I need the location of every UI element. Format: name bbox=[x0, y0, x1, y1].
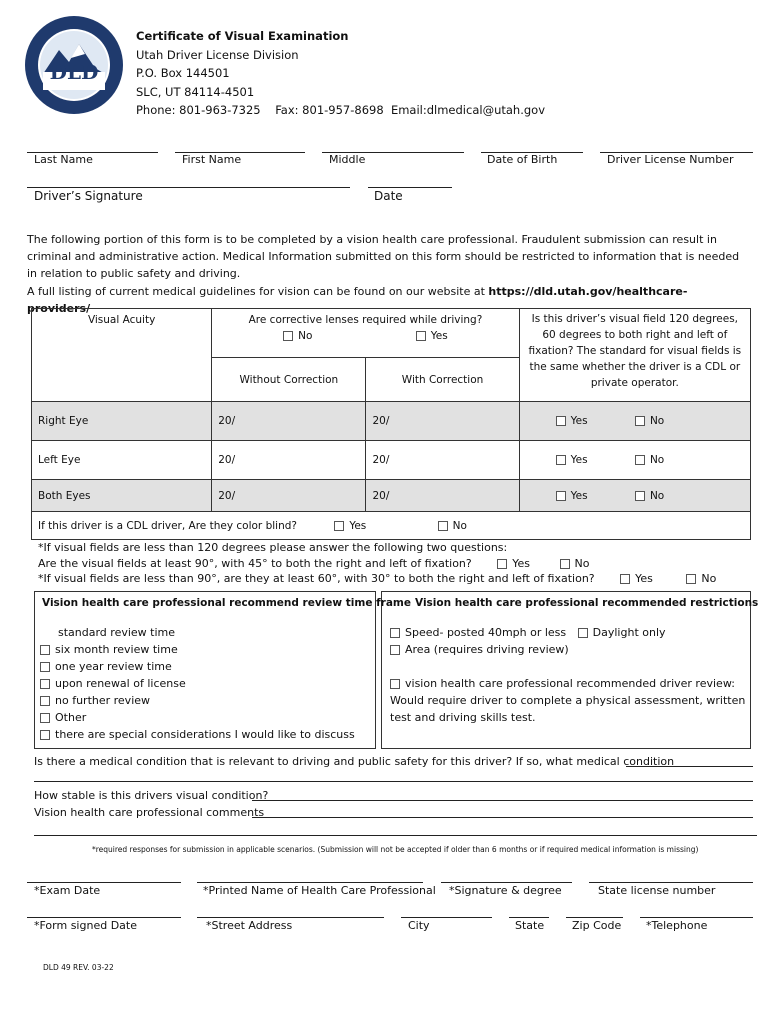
medical-condition-question: Is there a medical condition that is relevant to driving and public safety for this driver? If so, what medical condition bbox=[34, 755, 675, 768]
checkbox-icon[interactable] bbox=[560, 559, 570, 569]
right-eye-label: Right Eye bbox=[32, 402, 212, 441]
checkbox-icon[interactable] bbox=[620, 574, 630, 584]
color-blind-no[interactable] bbox=[438, 520, 467, 532]
review-one-year[interactable] bbox=[40, 658, 355, 675]
left-eye-with[interactable]: 20/ bbox=[366, 441, 519, 480]
middle-label[interactable]: Middle bbox=[329, 153, 366, 166]
table-row bbox=[32, 402, 751, 441]
comments-field-2[interactable] bbox=[34, 826, 757, 836]
review-upon-renewal[interactable] bbox=[40, 675, 355, 692]
form-signed-date-label[interactable]: *Form signed Date bbox=[34, 919, 137, 932]
yes-label: Yes bbox=[570, 415, 588, 427]
checkbox-icon[interactable] bbox=[556, 416, 566, 426]
checkbox-icon[interactable] bbox=[438, 521, 448, 531]
with-correction-header: With Correction bbox=[401, 373, 484, 386]
no-label: No bbox=[452, 519, 467, 532]
exam-date-label[interactable]: *Exam Date bbox=[34, 884, 101, 897]
visual-fields-intro: *If visual fields are less than 120 degrees please answer the following two questions: bbox=[38, 541, 508, 554]
review-upon-renewal-label: upon renewal of license bbox=[55, 677, 186, 690]
medical-condition-field[interactable] bbox=[626, 757, 753, 767]
zip-label[interactable]: Zip Code bbox=[572, 919, 622, 932]
visual-acuity-table bbox=[31, 308, 751, 540]
city-address: SLC, UT 84114-4501 bbox=[136, 84, 255, 99]
street-address-label[interactable]: *Street Address bbox=[206, 919, 293, 932]
restriction-speed-label: Speed- posted 40mph or less bbox=[405, 626, 567, 639]
review-one-year-label: one year review time bbox=[55, 660, 172, 673]
checkbox-icon[interactable] bbox=[40, 679, 50, 689]
review-standard[interactable] bbox=[40, 624, 355, 641]
stability-question: How stable is this drivers visual condition? bbox=[34, 789, 269, 802]
table-row bbox=[32, 441, 751, 480]
state-label[interactable]: State bbox=[515, 919, 545, 932]
left-eye-field-no[interactable] bbox=[635, 454, 664, 466]
checkbox-icon[interactable] bbox=[40, 730, 50, 740]
restriction-daylight-label: Daylight only bbox=[592, 626, 666, 639]
required-note: *required responses for submission in applicable scenarios. (Submission will not be accepted if older than 6 months or if required medical information is missing) bbox=[92, 845, 699, 854]
restriction-speed[interactable] bbox=[390, 626, 566, 639]
both-eyes-with[interactable]: 20/ bbox=[366, 480, 519, 512]
checkbox-icon[interactable] bbox=[390, 645, 400, 655]
left-eye-label: Left Eye bbox=[32, 441, 212, 480]
checkbox-icon[interactable] bbox=[40, 645, 50, 655]
comments-field[interactable] bbox=[252, 808, 753, 818]
both-eyes-without[interactable]: 20/ bbox=[212, 480, 366, 512]
checkbox-icon[interactable] bbox=[635, 416, 645, 426]
instructions-paragraph: The following portion of this form is to be completed by a vision health care professional. Fraudulent submission can result in criminal and administrative action. Medical Information submitted on this form should be restricted to information that is needed in relation to public safety and driving. bbox=[27, 233, 740, 280]
right-eye-field-no[interactable] bbox=[635, 415, 664, 427]
first-name-label[interactable]: First Name bbox=[182, 153, 242, 166]
restriction-area[interactable] bbox=[390, 641, 745, 658]
review-six-month[interactable] bbox=[40, 641, 355, 658]
stability-field[interactable] bbox=[252, 791, 753, 801]
cdl-color-blind-question: If this driver is a CDL driver, Are they color blind? bbox=[38, 519, 297, 532]
seal-logo-text: DLD bbox=[49, 60, 99, 84]
comments-label: Vision health care professional comments bbox=[34, 806, 265, 819]
division-name: Utah Driver License Division bbox=[136, 47, 299, 62]
review-other[interactable] bbox=[40, 709, 355, 726]
guidelines-text: A full listing of current medical guidelines for vision can be found on our website at bbox=[27, 285, 489, 298]
no-label: No bbox=[649, 454, 665, 466]
right-eye-field-yes[interactable] bbox=[556, 415, 588, 427]
state-license-label[interactable]: State license number bbox=[598, 884, 716, 897]
restriction-review-line3: test and driving skills test. bbox=[390, 711, 536, 724]
q1-no[interactable] bbox=[560, 557, 590, 570]
both-eyes-field-yes[interactable] bbox=[556, 490, 588, 502]
lenses-no-label: No bbox=[298, 330, 313, 342]
checkbox-icon[interactable] bbox=[635, 491, 645, 501]
last-name-label[interactable]: Last Name bbox=[34, 153, 93, 166]
review-no-further[interactable] bbox=[40, 692, 355, 709]
review-special[interactable] bbox=[40, 726, 355, 743]
q2-no[interactable] bbox=[686, 572, 716, 585]
driver-date-label[interactable]: Date bbox=[374, 189, 403, 203]
table-row bbox=[32, 480, 751, 512]
telephone-label[interactable]: *Telephone bbox=[646, 919, 708, 932]
license-number-label[interactable]: Driver License Number bbox=[607, 153, 734, 166]
checkbox-icon[interactable] bbox=[578, 628, 588, 638]
yes-label: Yes bbox=[349, 519, 367, 532]
restriction-driver-review[interactable] bbox=[390, 675, 745, 692]
lenses-yes-label: Yes bbox=[430, 330, 448, 342]
right-eye-with[interactable]: 20/ bbox=[366, 402, 519, 441]
checkbox-icon[interactable] bbox=[40, 662, 50, 672]
color-blind-yes[interactable] bbox=[334, 520, 366, 532]
yes-label: Yes bbox=[512, 556, 530, 570]
yes-label: Yes bbox=[570, 454, 588, 466]
corrective-lenses-question: Are corrective lenses required while driving? bbox=[248, 314, 483, 326]
visual-field-question: Is this driver’s visual field 120 degrees, 60 degrees to both right and left of fixation? The standard for visual fields is the same whether the driver is a CDL or private operator. bbox=[528, 313, 742, 389]
lenses-no-option[interactable] bbox=[283, 330, 312, 342]
yes-label: Yes bbox=[570, 489, 588, 502]
without-correction-header: Without Correction bbox=[239, 373, 339, 386]
checkbox-icon[interactable] bbox=[635, 455, 645, 465]
dob-label[interactable]: Date of Birth bbox=[487, 153, 558, 166]
q2-yes[interactable] bbox=[620, 572, 653, 585]
no-label: No bbox=[701, 572, 717, 585]
lenses-yes-option[interactable] bbox=[416, 330, 448, 342]
left-eye-field-yes[interactable] bbox=[556, 454, 588, 466]
printed-name-label[interactable]: *Printed Name of Health Care Professional bbox=[203, 884, 436, 897]
checkbox-icon[interactable] bbox=[497, 559, 507, 569]
signature-degree-label[interactable]: *Signature & degree bbox=[449, 884, 562, 897]
both-eyes-label: Both Eyes bbox=[32, 480, 212, 512]
visual-fields-q2: *If visual fields are less than 90°, are they at least 60°, with 30° to both the right and left of fixation? bbox=[38, 572, 595, 585]
review-other-label: Other bbox=[55, 711, 87, 724]
checkbox-icon[interactable] bbox=[390, 628, 400, 638]
review-special-label: there are special considerations I would like to discuss bbox=[55, 728, 355, 741]
table-row bbox=[32, 512, 751, 540]
right-eye-without[interactable]: 20/ bbox=[212, 402, 366, 441]
review-no-further-label: no further review bbox=[55, 694, 151, 707]
form-title: Certificate of Visual Examination bbox=[136, 29, 349, 43]
checkbox-icon[interactable] bbox=[416, 331, 426, 341]
medical-condition-field-2[interactable] bbox=[34, 772, 753, 782]
review-six-month-label: six month review time bbox=[55, 643, 178, 656]
form-id: DLD 49 REV. 03-22 bbox=[43, 963, 114, 972]
left-eye-without[interactable]: 20/ bbox=[212, 441, 366, 480]
q1-yes[interactable] bbox=[497, 557, 530, 570]
visual-acuity-header: Visual Acuity bbox=[87, 314, 156, 326]
checkbox-icon[interactable] bbox=[334, 521, 344, 531]
po-box: P.O. Box 144501 bbox=[136, 66, 230, 80]
restriction-review-line2: Would require driver to complete a physical assessment, written bbox=[390, 694, 746, 707]
both-eyes-field-no[interactable] bbox=[635, 490, 664, 502]
checkbox-icon[interactable] bbox=[686, 574, 696, 584]
city-label[interactable]: City bbox=[408, 919, 430, 932]
restriction-area-label: Area (requires driving review) bbox=[405, 643, 569, 656]
restriction-review-line1: vision health care professional recommended driver review: bbox=[405, 677, 735, 690]
review-timeframe-title: Vision health care professional recommend review time frame bbox=[42, 597, 411, 609]
restriction-daylight[interactable] bbox=[578, 626, 666, 639]
restrictions-title: Vision health care professional recommended restrictions bbox=[415, 597, 759, 609]
no-label: No bbox=[574, 556, 590, 570]
driver-signature-label[interactable]: Driver’s Signature bbox=[34, 189, 143, 203]
contact-info: Phone: 801-963-7325 Fax: 801-957-8698 Email:dlmedical@utah.gov bbox=[136, 103, 546, 117]
checkbox-icon[interactable] bbox=[40, 696, 50, 706]
visual-fields-q1: Are the visual fields at least 90°, with 45° to both the right and left of fixation? bbox=[38, 556, 472, 570]
no-label: No bbox=[649, 489, 665, 502]
checkbox-icon[interactable] bbox=[556, 455, 566, 465]
checkbox-icon[interactable] bbox=[390, 679, 400, 689]
no-label: No bbox=[649, 415, 665, 427]
checkbox-icon[interactable] bbox=[283, 331, 293, 341]
checkbox-icon[interactable] bbox=[40, 713, 50, 723]
guidelines-link[interactable]: https://dld.utah.gov/healthcare-providers/ bbox=[27, 285, 688, 315]
review-standard-label: standard review time bbox=[58, 626, 176, 639]
checkbox-icon[interactable] bbox=[556, 491, 566, 501]
yes-label: Yes bbox=[635, 572, 653, 585]
